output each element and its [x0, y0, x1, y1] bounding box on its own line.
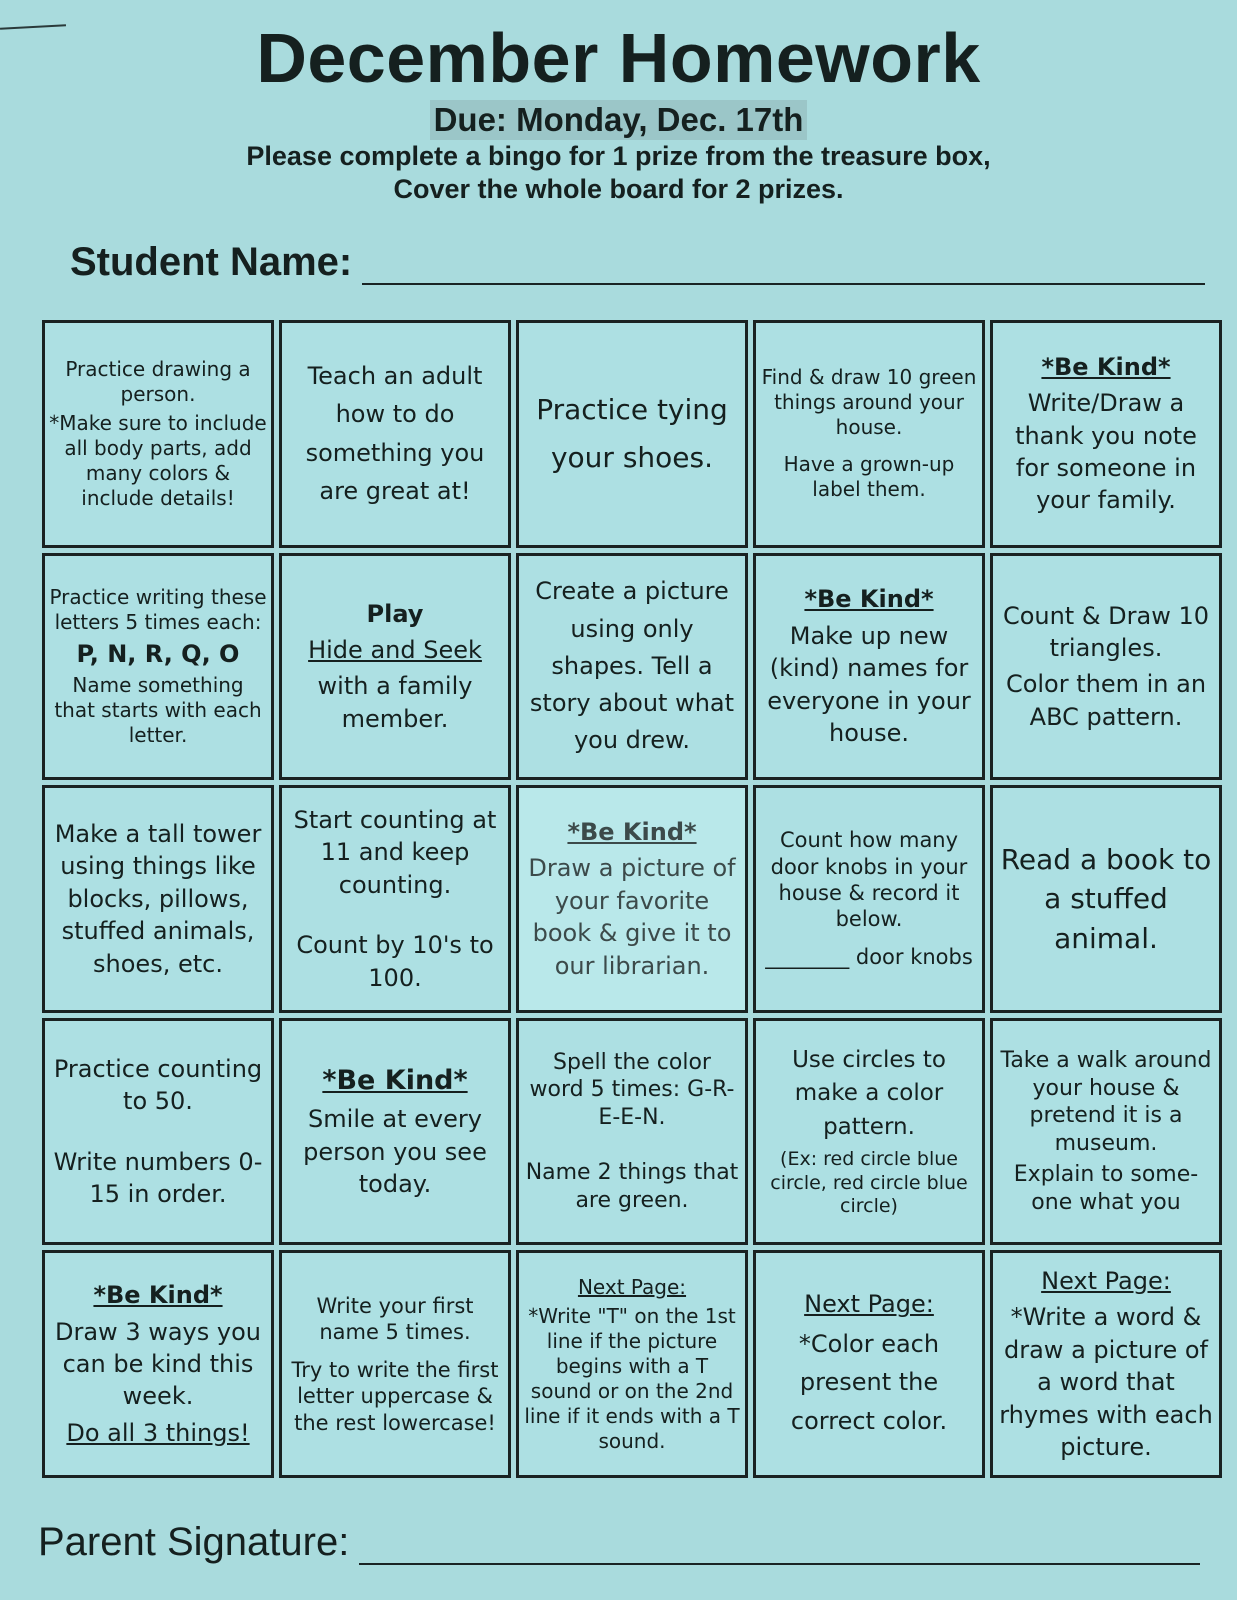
bingo-cell-r1c3[interactable] [516, 320, 748, 548]
parent-signature-label: Parent Signature: [38, 1520, 350, 1564]
bingo-cell-r3c4[interactable] [753, 785, 985, 1013]
cell-text: Practice writing these letters 5 times each: [49, 584, 267, 634]
cell-heading: *Be Kind* [804, 585, 934, 614]
bingo-cell-r3c1[interactable] [42, 785, 274, 1013]
cell-text: Practice counting to 50. [53, 1054, 263, 1116]
cell-text: *Make sure to include all body parts, add many colors & include details! [49, 410, 267, 510]
cell-text: Write numbers 0-15 in order. [53, 1147, 263, 1208]
cell-text: Use circles to make a color pattern. [792, 1046, 946, 1140]
cell-text: Smile at every person you see today. [303, 1105, 487, 1198]
bingo-cell-r2c3[interactable] [516, 553, 748, 781]
bingo-cell-r1c5[interactable] [990, 320, 1222, 548]
student-name-row [70, 240, 1205, 285]
cell-text: P, N, R, Q, O [76, 639, 240, 668]
student-name-field[interactable] [362, 247, 1205, 285]
page-title: December Homework [256, 19, 981, 97]
cell-text: Try to write the first letter uppercase & the rest lowercase! [291, 1358, 499, 1435]
bingo-cell-r5c1[interactable] [42, 1250, 274, 1478]
cell-text: Name something that starts with each letter. [54, 672, 262, 747]
instruction-line-2: Cover the whole board for 2 prizes. [393, 174, 844, 204]
cell-text: (Ex: red circle blue circle, red circle blue circle) [770, 1147, 968, 1218]
bingo-cell-r3c5[interactable] [990, 785, 1222, 1013]
cell-heading: *Be Kind* [1041, 352, 1171, 381]
cell-text: Spell the color word 5 times: G-R-E-E-N. [529, 1049, 735, 1130]
cell-heading: Next Page: [804, 1290, 934, 1319]
cell-text: Count how many door knobs in your house & record it below. [770, 828, 968, 932]
bingo-cell-r4c1[interactable] [42, 1018, 274, 1246]
cell-text: Explain to some-one what you [1013, 1162, 1199, 1215]
bingo-cell-r5c5[interactable] [990, 1250, 1222, 1478]
cell-text: ________ door knobs [765, 945, 973, 970]
cell-text: with a family member. [317, 672, 473, 733]
cell-text: Have a grown-up label them. [783, 452, 955, 502]
cell-text: Take a walk around your house & pretend it is a museum. [1000, 1048, 1212, 1156]
bingo-cell-r4c5[interactable] [990, 1018, 1222, 1246]
header [0, 18, 1237, 206]
cell-heading: Next Page: [1041, 1267, 1171, 1296]
cell-text: Draw a picture of your favorite book & give it to our librarian. [528, 854, 736, 980]
parent-signature-field[interactable] [359, 1527, 1200, 1565]
cell-heading: Next Page: [577, 1274, 687, 1299]
cell-text: Make up new (kind) names for everyone in your house. [767, 621, 971, 747]
cell-text: Do all 3 things! [66, 1418, 250, 1447]
bingo-cell-r4c2[interactable] [279, 1018, 511, 1246]
bingo-cell-r5c4[interactable] [753, 1250, 985, 1478]
parent-signature-row [38, 1520, 1200, 1565]
cell-text: Hide and Seek [308, 636, 482, 664]
bingo-cell-r5c3[interactable] [516, 1250, 748, 1478]
cell-text: Play [366, 599, 424, 628]
cell-text: *Write a word & draw a picture of a word that rhymes with each picture. [999, 1303, 1213, 1461]
cell-text: *Color each present the correct color. [790, 1329, 948, 1435]
bingo-cell-r1c4[interactable] [753, 320, 985, 548]
cell-text: Write your first name 5 times. [316, 1293, 474, 1344]
due-date: Due: Monday, Dec. 17th [430, 100, 808, 140]
bingo-cell-r2c4[interactable] [753, 553, 985, 781]
cell-heading: *Be Kind* [567, 818, 697, 847]
bingo-cell-r2c1[interactable] [42, 553, 274, 781]
cell-text: Name 2 things that are green. [525, 1160, 739, 1213]
student-name-label: Student Name: [70, 240, 353, 284]
cell-heading: *Be Kind* [93, 1281, 223, 1310]
bingo-cell-r2c5[interactable] [990, 553, 1222, 781]
bingo-cell-r3c2[interactable] [279, 785, 511, 1013]
cell-text: Count & Draw 10 triangles. [1002, 601, 1210, 662]
bingo-cell-r4c3[interactable] [516, 1018, 748, 1246]
cell-text: Start counting at 11 and keep counting. [293, 806, 497, 899]
cell-text: Write/Draw a thank you note for someone in your family. [1015, 389, 1197, 515]
cell-text: Count by 10's to 100. [296, 931, 494, 992]
bingo-cell-r1c2[interactable] [279, 320, 511, 548]
bingo-cell-r1c1[interactable] [42, 320, 274, 548]
cell-text: Practice tying your shoes. [536, 393, 728, 474]
cell-text: Find & draw 10 green things around your house. [761, 365, 977, 440]
cell-text: Teach an adult how to do something you are great at! [305, 362, 485, 506]
cell-text: Create a picture using only shapes. Tell a story about what you drew. [529, 577, 735, 755]
bingo-cell-r4c4[interactable] [753, 1018, 985, 1246]
bingo-board [42, 320, 1222, 1478]
cell-text: Color them in an ABC pattern. [1005, 670, 1207, 731]
bingo-cell-r3c3[interactable] [516, 785, 748, 1013]
cell-text: Draw 3 ways you can be kind this week. [55, 1317, 261, 1411]
bingo-cell-r5c2[interactable] [279, 1250, 511, 1478]
cell-text: Practice drawing a person. [65, 356, 251, 406]
cell-text: Make a tall tower using things like blocks, pillows, stuffed animals, shoes, etc. [54, 820, 262, 978]
cell-text: Read a book to a stuffed animal. [1000, 843, 1212, 955]
cell-text: *Write "T" on the 1st line if the picture begins with a T sound or on the 2nd line if it ends with a T sound. [524, 1303, 740, 1453]
cell-heading: *Be Kind* [322, 1064, 468, 1096]
bingo-cell-r2c2[interactable] [279, 553, 511, 781]
instruction-line-1: Please complete a bingo for 1 prize from the treasure box, [246, 141, 991, 171]
